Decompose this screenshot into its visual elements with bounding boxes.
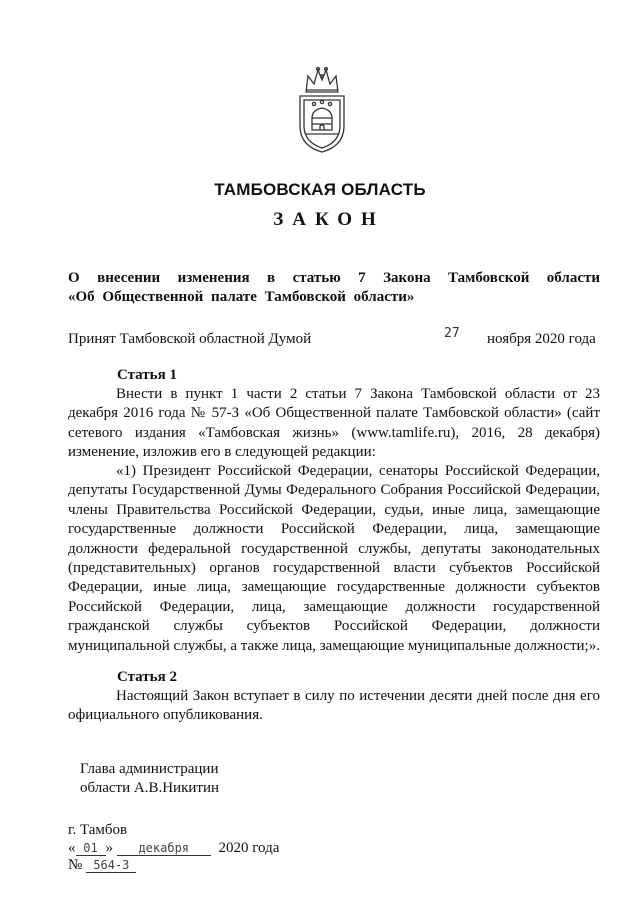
quote-close: »	[105, 840, 113, 856]
article-1-paragraph-2: «1) Президент Российской Федерации, сенаторы Российской Федерации, депутаты Государственной Думы Федерального Собрания Российской Федерации, члены Правительства Российской Федерации, судьи, иные лица, замещающие государственные должности Российской Федерации, лица, замещающие должности федеральной государственной службы, депутаты законодательных (представительных) органов государственной власти субъектов Российской Федерации, иные лица, замещающие государственные должности субъектов Российской Федерации, лица, замещающие должности государственной гражданской службы субъектов Российской Федерации, должности муниципальной службы, а также лица, замещающие муниципальные должности;».	[68, 463, 600, 654]
article-2-heading: Статья 2	[117, 669, 177, 685]
article-1-heading: Статья 1	[117, 367, 177, 383]
adoption-text: Принят Тамбовской областной Думой	[68, 331, 312, 347]
law-number-row	[68, 857, 136, 874]
signing-date	[68, 840, 279, 857]
number-sign: №	[68, 857, 83, 873]
article-1-paragraph-1: Внести в пункт 1 части 2 статьи 7 Закона Тамбовской области от 23 декабря 2016 года № 57-З «Об Общественной палате Тамбовской области» (сайт сетевого издания «Тамбовская жизнь» (www.tamlife.ru), 2016, 28 декабря) изменение, изложив его в следующей редакции:	[68, 386, 600, 461]
adoption-date: ноября 2020 года	[487, 331, 596, 347]
law-title-line-2: «Об Общественной палате Тамбовской области»	[68, 289, 415, 305]
quote-open: «	[68, 840, 76, 856]
signing-month: декабря	[117, 841, 211, 856]
city-label: г. Тамбов	[68, 822, 128, 838]
document-type-heading: ЗАКОН	[273, 209, 385, 230]
article-2-paragraph: Настоящий Закон вступает в силу по истечении десяти дней после дня его официального опубликования.	[68, 688, 600, 724]
law-title-line-1: О внесении изменения в статью 7 Закона Тамбовской области	[68, 270, 600, 286]
signatory-title: Глава администрации	[80, 761, 219, 777]
law-title	[68, 269, 600, 307]
region-title: ТАМБОВСКАЯ ОБЛАСТЬ	[214, 180, 426, 199]
law-number: 564-З	[86, 858, 136, 873]
signing-day: 01	[76, 841, 106, 856]
signatory-name: области А.В.Никитин	[80, 780, 220, 796]
signing-year: 2020 года	[218, 840, 280, 856]
coat-of-arms-icon	[294, 66, 350, 154]
adoption-day-handwritten: 27	[444, 326, 460, 341]
